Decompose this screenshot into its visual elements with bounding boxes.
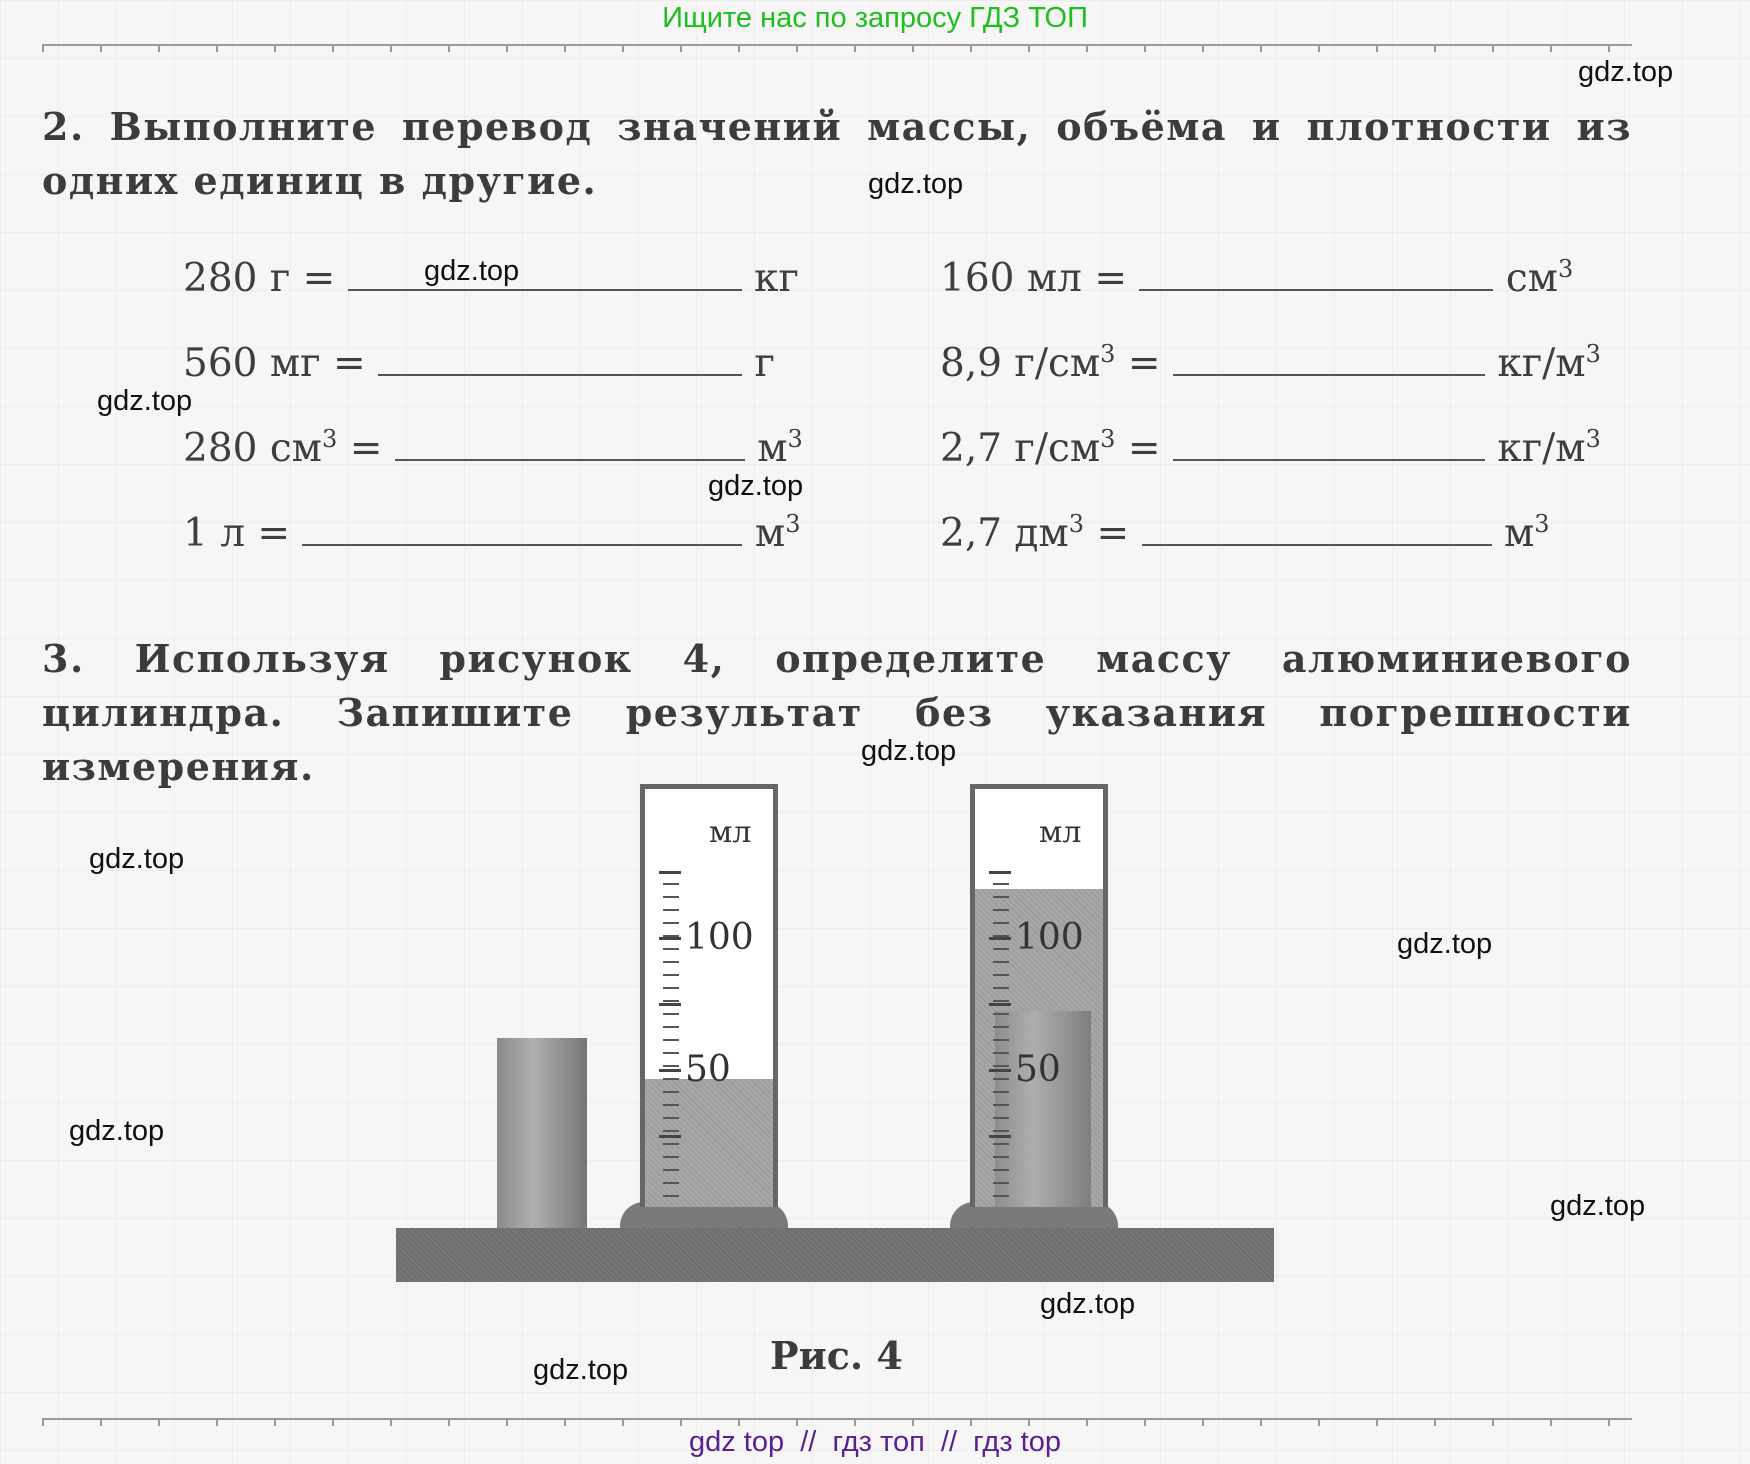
bottom-banner: gdz top // гдз топ // гдз top xyxy=(688,1426,1061,1458)
equation-unit: кг/м xyxy=(1497,341,1586,386)
task-2 xyxy=(42,100,1632,208)
answer-blank[interactable] xyxy=(1173,340,1485,376)
unit-label: мл xyxy=(709,815,752,850)
watermark: gdz.top xyxy=(424,255,520,287)
watermark: gdz.top xyxy=(1040,1288,1136,1320)
scale-label-50: 50 xyxy=(685,1049,731,1090)
watermark: gdz.top xyxy=(1397,928,1493,960)
watermark: gdz.top xyxy=(861,735,957,767)
equation-lhs: 8,9 г/см xyxy=(940,341,1101,386)
top-ruler xyxy=(42,44,1632,52)
equation-lhs: 1 л = xyxy=(183,511,291,556)
equation-row: 280 $см^3 = м^3$ xyxy=(183,425,803,471)
watermark: gdz.top xyxy=(1550,1190,1646,1222)
answer-blank[interactable] xyxy=(1142,510,1492,546)
equation-unit: см xyxy=(1505,256,1559,301)
measuring-cylinder-1 xyxy=(640,784,778,1207)
task-number: 2. xyxy=(42,104,85,149)
equation-lhs: 2,7 г/см xyxy=(940,426,1101,471)
watermark: gdz.top xyxy=(708,470,804,502)
tick xyxy=(989,871,1011,874)
measuring-cylinder-2 xyxy=(970,784,1108,1207)
task-number: 3. xyxy=(42,636,85,681)
equation-lhs: 280 см xyxy=(183,426,323,471)
equation-lhs: 2,7 дм xyxy=(940,511,1069,556)
equation-lhs: 280 г = xyxy=(183,256,336,301)
equation-row: 160 мл = $см^3$ xyxy=(940,255,1574,301)
watermark: gdz.top xyxy=(533,1354,629,1386)
equation-unit: м xyxy=(757,426,788,471)
minor-ticks xyxy=(663,883,679,1199)
equation-row: 2,7 $г/см^3 = кг/м^3$ xyxy=(940,425,1601,471)
scale-label-100: 100 xyxy=(685,917,754,958)
scale-label-50: 50 xyxy=(1015,1049,1061,1090)
equation-lhs: 160 мл = xyxy=(940,256,1128,301)
equation-row: 8,9 $г/см^3 = кг/м^3$ xyxy=(940,340,1601,386)
equation-row xyxy=(183,340,775,386)
equation-unit: кг xyxy=(754,256,799,301)
answer-blank[interactable] xyxy=(378,340,742,376)
equation-unit: м xyxy=(1503,511,1535,556)
tick xyxy=(659,871,681,874)
answer-blank[interactable] xyxy=(1173,425,1485,461)
submerged-cylinder xyxy=(995,1011,1091,1207)
aluminum-cylinder xyxy=(497,1038,587,1228)
answer-blank[interactable] xyxy=(348,255,742,291)
watermark: gdz.top xyxy=(69,1115,165,1147)
answer-blank[interactable] xyxy=(302,510,742,546)
answer-blank[interactable] xyxy=(395,425,745,461)
equation-row: 1 $л = м^3$ xyxy=(183,510,801,556)
equation-unit: кг/м xyxy=(1497,426,1586,471)
task-text: Выполните перевод значений массы, объёма и плотности из одних единиц в другие. xyxy=(42,104,1632,203)
bottom-ruler xyxy=(42,1418,1632,1426)
equation-unit: м xyxy=(754,511,786,556)
task-text: Используя рисунок 4, определите массу алюминиевого цилиндра. Запишите результат без указания погрешности измерения. xyxy=(42,636,1632,789)
equation-row: 2,7 $дм^3 = м^3$ xyxy=(940,510,1550,556)
figure-caption: Рис. 4 xyxy=(770,1333,903,1378)
top-banner: Ищите нас по запросу ГДЗ ТОП xyxy=(662,2,1088,34)
answer-blank[interactable] xyxy=(1139,255,1493,291)
task-3 xyxy=(42,632,1632,794)
watermark: gdz.top xyxy=(1578,56,1674,88)
watermark: gdz.top xyxy=(89,843,185,875)
equation-lhs: 560 мг = xyxy=(183,341,366,386)
watermark: gdz.top xyxy=(868,168,964,200)
watermark: gdz.top xyxy=(97,385,193,417)
stand-base xyxy=(396,1228,1274,1282)
minor-ticks xyxy=(993,883,1009,1199)
scale-label-100: 100 xyxy=(1015,917,1084,958)
equation-unit: г xyxy=(754,341,775,386)
unit-label: мл xyxy=(1039,815,1082,850)
